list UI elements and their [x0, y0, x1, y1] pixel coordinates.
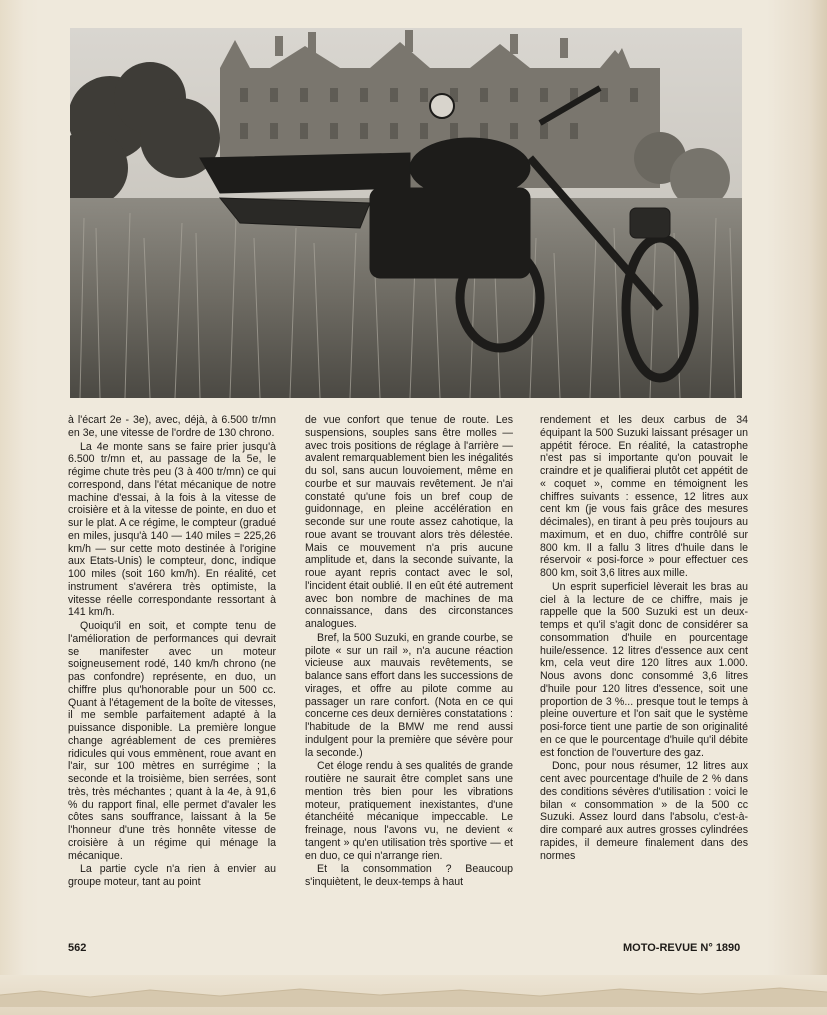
magazine-issue: MOTO-REVUE N° 1890 — [623, 942, 741, 954]
paragraph: Et la consommation ? Beaucoup s'inquiètent, le deux-temps à haut — [305, 863, 513, 888]
motorcycle-photo — [70, 28, 742, 398]
paragraph: à l'écart 2e - 3e), avec, déjà, à 6.500 tr/mn en 3e, une vitesse de l'ordre de 130 chrono. — [68, 414, 276, 439]
photo-illustration — [70, 28, 742, 398]
paragraph: Cet éloge rendu à ses qualités de grande routière ne saurait être complet sans une mention très bien pour les vibrations moteur, pratiquement inexistantes, d'une étanchéité mécanique impeccable. Le freinage, nous l'avons vu, ne devient « tangent » qu'en utilisation très sportive — et en duo, ce qui n'arrange rien. — [305, 760, 513, 862]
text-column-2 — [305, 414, 513, 890]
text-column-1 — [68, 414, 276, 890]
paragraph: rendement et les deux carbus de 34 équipant la 500 Suzuki laissant présager un appétit féroce. En réalité, la catastrophe n'est pas si importante qu'on pouvait le craindre et je qualifierai plutôt cet appétit de « coquet », comme en témoignent les chiffres suivants : essence, 12 litres aux cent km (je vous fais grâce des mesures décimales), en tirant à peu près toujours au maximum, et en duo, chiffre contrôlé sur 800 km. Il a fallu 3 litres d'huile dans le réservoir « posi-force » pour effectuer ces 800 km, soit 3,6 litres aux mille. — [540, 414, 748, 579]
paragraph: Un esprit superficiel lèverait les bras au ciel à la lecture de ce chiffre, mais je rappelle que la 500 Suzuki est un deux-temps et qu'il s'agit donc de considérer sa consommation d'huile en pourcentage huile/essence. 12 litres d'essence aux cent km, cela veut dire 120 litres aux 1.000. Nous avons donc consommé 3,6 litres d'huile pour 120 litres d'essence, soit une proportion de 3 %... presque tout le temps à pleine ouverture et l'on sait que le système posi-force tient une partie de son originalité en ce que le pourcentage d'huile qu'il débite est fonction de l'ouverture des gaz. — [540, 580, 748, 759]
torn-bottom-edge — [0, 981, 827, 1007]
page-edge-right — [767, 0, 827, 1015]
paragraph: La 4e monte sans se faire prier jusqu'à 6.500 tr/mn et, au passage de la 5e, le régime chute très peu (3 à 400 tr/mn) ce qui correspond, dans l'état mécanique de notre machine d'essai, à la fois à la vitesse de croisière et à la vitesse de pointe, en duo et sur le plat. A ce régime, le compteur (gradué en miles, jusqu'à 140 — 140 miles = 225,26 km/h — sur cette moto destinée à l'origine aux Etats-Unis) le compteur, donc, indique 100 miles (soit 160 km/h). En réalité, cet instrument s'avérera très optimiste, la vitesse réelle correspondante ressortant à 141 km/h. — [68, 440, 276, 619]
paragraph: La partie cycle n'a rien à envier au groupe moteur, tant au point — [68, 863, 276, 888]
paragraph: de vue confort que tenue de route. Les suspensions, souples sans être molles — avec trois positions de réglage à l'arrière — avalent remarquablement bien les inégalités du sol, sans aucun louvoiement, même en courbe et sur mauvais revêtement. Je n'ai constaté qu'une fois un bref coup de guidonnage, en pleine accélération en seconde sur une route assez cahotique, la roue avant se trouvant alors très délestée. Mais ce mouvement n'a pris aucune amplitude et, dans la seconde suivante, la roue ayant repris contact avec le sol, l'incident était oublié. Il en eût été autrement avec bon nombre de machines de ma connaissance, dans des circonstances analogues. — [305, 414, 513, 630]
paragraph: Donc, pour nous résumer, 12 litres aux cent avec pourcentage d'huile de 2 % dans des conditions sévères d'utilisation : voici le bilan « consommation » de la 500 cc Suzuki. Assez lourd dans l'absolu, c'est-à-dire comparé aux autres grosses cylindrées rapides, il demeure finalement dans des normes — [540, 760, 748, 862]
text-column-3 — [540, 414, 748, 863]
page-number: 562 — [68, 942, 87, 954]
paragraph: Bref, la 500 Suzuki, en grande courbe, se pilote « sur un rail », n'a aucune réaction vicieuse aux mauvais revêtements, se balance sans effort dans les successions de virages, et offre au pilote comme au passager un rare confort. (Nota en ce qui concerne ces deux dernières constatations : l'habitude de la BMW me rend aussi indulgent pour la première que sévère pour la seconde.) — [305, 631, 513, 759]
paragraph: Quoiqu'il en soit, et compte tenu de l'amélioration de performances qui devrait se manifester avec un moteur soigneusement rodé, 140 km/h chrono (ne pas confondre) représente, en duo, un chiffre plus qu'honorable pour un 500 cc. Quant à l'étagement de la boîte de vitesses, il me semble parfaitement adapté à la puissance disponible. La première longue change agréablement de ces premières ridicules qui vous emmènent, roue avant en l'air, sur 100 mètres en surrégime ; la seconde et la troisième, bien serrées, sont très, très méchantes ; quant à la 4e, à 91,6 % du rapport final, elle permet d'avaler les côtes sans souffrance, laissant à la 5e l'honneur d'une très honnête vitesse de croisière à un régime qui ménage la mécanique. — [68, 620, 276, 862]
page-edge-left — [0, 0, 40, 1015]
